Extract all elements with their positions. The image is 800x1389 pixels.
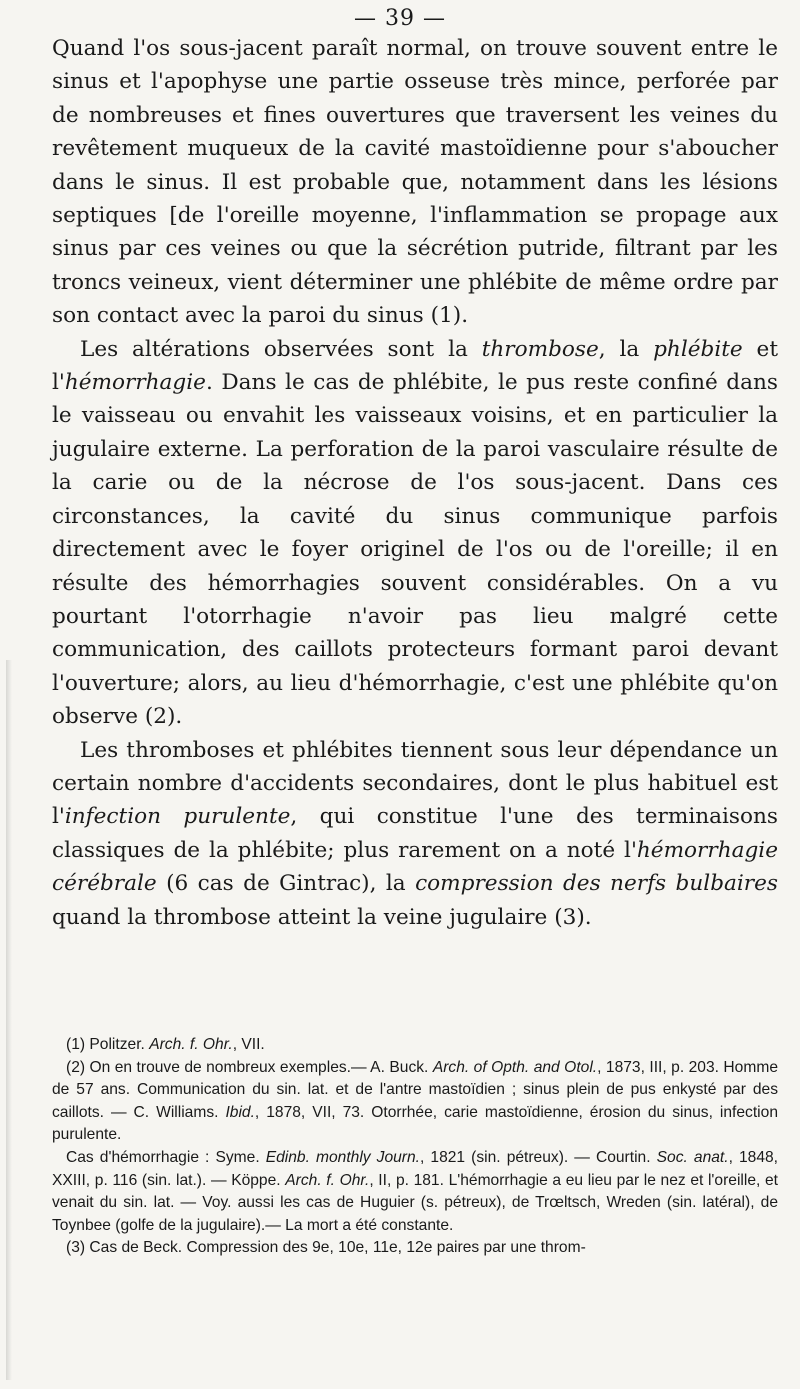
text-segment: , 1878, VII, 73. Otorrhée, carie mastoïdienne, érosion du sinus, infection purulente. [52, 1103, 778, 1144]
text-segment: , II, p. 181. L'hémorrhagie a eu lieu par le nez et l'oreille, et venait du sin. lat. — Voy. aussi les cas de Huguier (s. pétreux), de Trœltsch, Wreden (sin. latéral), de Toynbee (golfe de la jugulaire).— La mort a été constante. [52, 1171, 778, 1234]
text-segment: . Dans le cas de phlébite, le pus reste confiné dans le vaisseau ou envahit les vaisseaux voisins, et en particulier la jugulaire externe. La perforation de la paroi vasculaire résulte de la carie ou de la nécrose de l'os sous-jacent. Dans ces circonstances, la cavité du sinus communique parfois directement avec le foyer originel de l'os ou de l'oreille; il en résulte des hémorrhagies souvent considérables. On a vu pourtant l'otorrhagie n'avoir pas lieu malgré cette communication, des caillots protecteurs formant paroi devant l'ouverture; alors, au lieu d'hémorrhagie, c'est une phlébite qu'on observe (2). [52, 370, 778, 730]
paragraph-1 [52, 10, 778, 333]
italic-segment: thrombose [481, 336, 599, 362]
paragraph-2 [52, 333, 778, 734]
paragraph-3 [52, 734, 778, 934]
italic-segment: infection purulente [64, 804, 291, 830]
italic-segment: Edinb. monthly Journ. [265, 1148, 421, 1166]
text-segment: (1) Politzer. [66, 1036, 150, 1053]
text-segment: et l' [52, 336, 778, 396]
italic-segment: Ibid. [225, 1103, 255, 1121]
footnote-1 [52, 1034, 778, 1057]
text-segment: (6 cas de Gintrac), la [156, 871, 416, 897]
binding-shadow [6, 660, 12, 1380]
italic-segment: compression des nerfs bulbaires [415, 871, 778, 897]
text-segment: , 1848, XXIII, p. 116 (sin. lat.). — Köppe. [52, 1148, 778, 1189]
italic-segment: Arch. f. Ohr. [285, 1171, 370, 1189]
page-number: — 39 — [354, 6, 446, 31]
text-segment: , 1873, III, p. 203. Homme de 57 ans. Communication du sin. lat. et de l'antre mastoïdien ; sinus plein de pus enkysté par des caillots. — C. Williams. [52, 1058, 778, 1121]
text-segment: , la [598, 336, 654, 362]
text-segment: Cas d'hémorrhagie : Syme. [66, 1148, 266, 1166]
italic-segment: Arch. f. Ohr. [149, 1036, 233, 1053]
italic-segment: Arch. of Opth. and Otol. [432, 1058, 598, 1076]
text-segment: Les altérations observées sont la [80, 336, 482, 362]
text-segment: , qui constitue l'une des terminaisons classiques de la phlébite; plus rarement on a noté l' [52, 804, 778, 863]
italic-segment: Soc. anat. [656, 1148, 729, 1166]
italic-segment: hémorrhagie cérébrale [52, 837, 778, 897]
footnotes [52, 1034, 778, 1260]
text-segment: , 1821 (sin. pétreux). — Courtin. [420, 1148, 657, 1166]
footnote-3 [52, 1237, 778, 1260]
text-segment: , VII. [232, 1036, 265, 1053]
italic-segment: hémorrhagie [64, 370, 206, 396]
footnote-2 [52, 1057, 778, 1147]
text-segment: Quand l'os sous-jacent paraît normal, on trouve souvent entre le sinus et l'apophyse une partie osseuse très mince, perforée par de nombreuses et fines ouvertures que traversent les veines du revêtement muqueux de la cavité mastoïdienne pour s'aboucher dans le sinus. Il est probable que, notamment dans les lésions septiques [de l'oreille moyenne, l'inflammation se propage aux sinus par ces veines ou que la sécrétion putride, filtrant par les troncs veineux, vient déterminer une phlébite de même ordre par son contact avec la paroi du sinus (1). [52, 36, 778, 329]
italic-segment: phlébite [653, 336, 743, 362]
text-segment: Les thromboses et phlébites tiennent sous leur dépendance un certain nombre d'accidents secondaires, dont le plus habituel est l' [52, 737, 778, 830]
text-segment: (3) Cas de Beck. Compression des 9e, 10e, 11e, 12e paires par une throm- [66, 1239, 586, 1257]
text-segment: quand la thrombose atteint la veine jugulaire (3). [52, 904, 592, 930]
footnote-2-continued [52, 1147, 778, 1237]
text-segment: (2) On en trouve de nombreux exemples.— A. Buck. [66, 1058, 433, 1076]
main-text [52, 10, 778, 934]
